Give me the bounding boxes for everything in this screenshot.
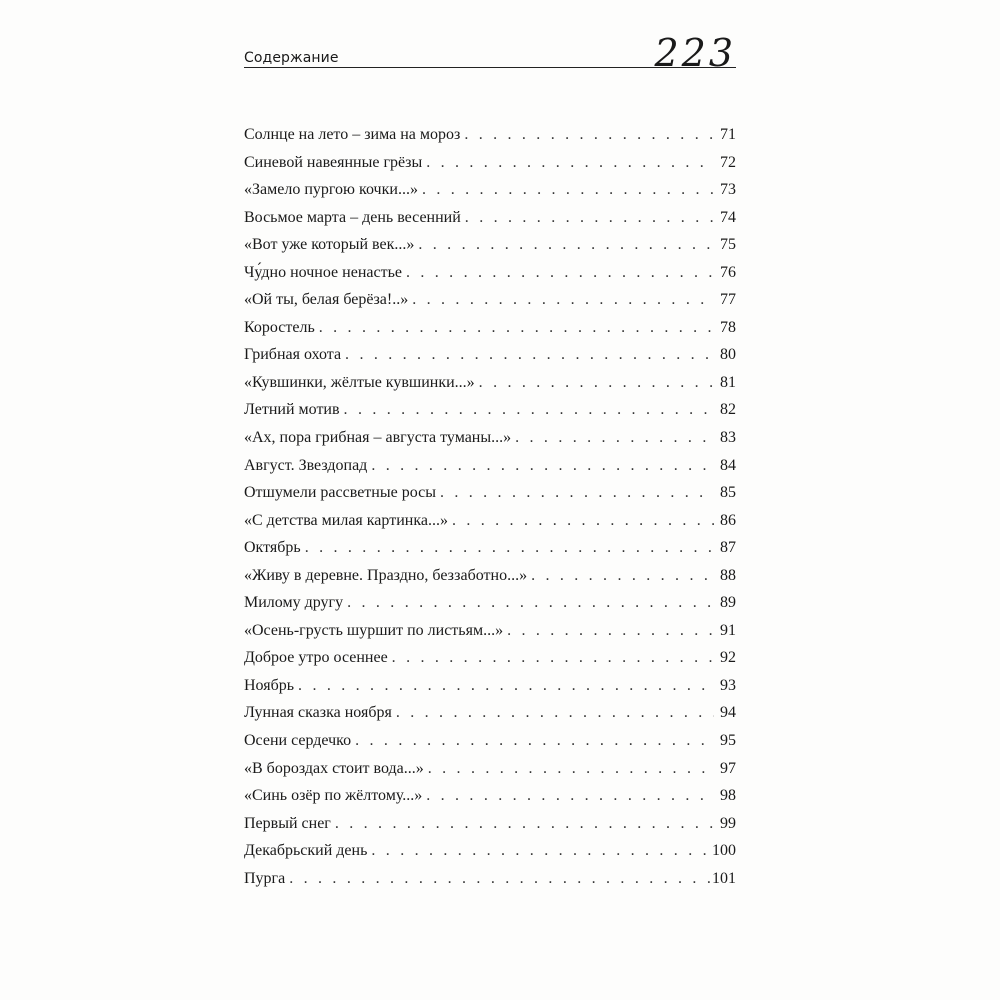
toc-entry-title: «Кувшинки, жёлтые кувшинки...» bbox=[244, 373, 475, 391]
page-number: 223 bbox=[654, 31, 736, 75]
toc-entry bbox=[244, 346, 736, 374]
dot-leader bbox=[319, 319, 714, 337]
toc-entry-title: Лунная сказка ноября bbox=[244, 704, 392, 722]
toc-entry-title: «В бороздах стоит вода...» bbox=[244, 759, 424, 777]
toc-entry bbox=[244, 760, 736, 788]
toc-entry bbox=[244, 842, 736, 870]
dot-leader bbox=[426, 154, 714, 172]
toc-entry-page: 85 bbox=[720, 484, 736, 502]
toc-entry-page: 77 bbox=[720, 291, 736, 309]
toc-entry-title: «С детства милая картинка...» bbox=[244, 511, 448, 529]
toc-entry bbox=[244, 594, 736, 622]
toc-entry-page: 78 bbox=[720, 318, 736, 336]
dot-leader bbox=[422, 181, 714, 199]
toc-entry bbox=[244, 181, 736, 209]
header-divider bbox=[244, 67, 736, 68]
dot-leader bbox=[305, 539, 714, 557]
dot-leader bbox=[371, 457, 714, 475]
toc-entry-title: Октябрь bbox=[244, 539, 301, 557]
toc-entry-page: 97 bbox=[720, 759, 736, 777]
toc-entry-page: 76 bbox=[720, 263, 736, 281]
dot-leader bbox=[289, 870, 710, 888]
dot-leader bbox=[345, 346, 714, 364]
toc-entry bbox=[244, 429, 736, 457]
toc-entry-title: Солнце на лето – зима на мороз bbox=[244, 126, 461, 143]
toc-entry-title: «Замело пургою кочки...» bbox=[244, 181, 418, 199]
toc-entry-title: Август. Звездопад bbox=[244, 456, 368, 474]
dot-leader bbox=[531, 567, 714, 585]
toc-entry bbox=[244, 649, 736, 677]
dot-leader bbox=[344, 401, 714, 419]
toc-entry bbox=[244, 870, 736, 898]
toc-entry-page: 98 bbox=[720, 787, 736, 805]
toc-entry-page: 87 bbox=[720, 539, 736, 557]
toc-entry-title: Осени сердечко bbox=[244, 732, 352, 750]
toc-entry-title: Первый снег bbox=[244, 814, 331, 832]
dot-leader bbox=[507, 622, 714, 640]
toc-entry-page: 95 bbox=[720, 732, 736, 750]
toc-entry-title: Милому другу bbox=[244, 594, 344, 612]
toc-entry bbox=[244, 622, 736, 650]
toc-entry-page: 72 bbox=[720, 153, 736, 171]
dot-leader bbox=[464, 126, 714, 144]
toc-entry-page: 92 bbox=[720, 649, 736, 667]
toc-entry-title: «Ой ты, белая берёза!..» bbox=[244, 291, 409, 309]
toc-entry bbox=[244, 264, 736, 292]
toc-entry-page: 94 bbox=[720, 704, 736, 722]
toc-entry-page: 86 bbox=[720, 511, 736, 529]
dot-leader bbox=[465, 209, 714, 227]
toc-entry-page: 88 bbox=[720, 566, 736, 584]
dot-leader bbox=[412, 291, 714, 309]
toc-entry bbox=[244, 209, 736, 237]
toc-entry-title: Грибная охота bbox=[244, 346, 342, 364]
toc-entry-title: «Осень-грусть шуршит по листьям...» bbox=[244, 621, 504, 639]
toc-entry-title: Восьмое марта – день весенний bbox=[244, 208, 461, 226]
dot-leader bbox=[440, 484, 714, 502]
dot-leader bbox=[452, 512, 714, 530]
toc-entry-title: «Живу в деревне. Праздно, беззаботно...» bbox=[244, 566, 528, 584]
toc-entry bbox=[244, 732, 736, 760]
toc-entry bbox=[244, 236, 736, 264]
toc-entry bbox=[244, 677, 736, 705]
toc-entry-page: 81 bbox=[720, 373, 736, 391]
dot-leader bbox=[298, 677, 714, 695]
toc-entry-page: 80 bbox=[720, 346, 736, 364]
toc-entry-page: 83 bbox=[720, 429, 736, 447]
toc-entry-title: Декабрьский день bbox=[244, 842, 368, 860]
toc-entry-title: Летний мотив bbox=[244, 401, 340, 419]
dot-leader bbox=[515, 429, 714, 447]
dot-leader bbox=[347, 594, 714, 612]
toc-entry-page: 99 bbox=[720, 814, 736, 832]
toc-entry-page: 91 bbox=[720, 621, 736, 639]
dot-leader bbox=[479, 374, 714, 392]
dot-leader bbox=[426, 787, 714, 805]
toc-entry bbox=[244, 787, 736, 815]
toc-entry bbox=[244, 704, 736, 732]
toc-entry bbox=[244, 291, 736, 319]
toc-entry bbox=[244, 484, 736, 512]
toc-entry bbox=[244, 401, 736, 429]
toc-entry-title: Доброе утро осеннее bbox=[244, 649, 388, 667]
toc-entry-title: Чу́дно ночное ненастье bbox=[244, 263, 402, 281]
running-header bbox=[244, 22, 736, 75]
toc-entry-page: 71 bbox=[720, 126, 736, 143]
toc-entry bbox=[244, 126, 736, 154]
toc-entry bbox=[244, 457, 736, 485]
header-title: Содержание bbox=[244, 50, 339, 66]
dot-leader bbox=[428, 760, 714, 778]
toc-entry-page: 100 bbox=[712, 842, 736, 860]
dot-leader bbox=[371, 842, 710, 860]
toc-entry-page: 74 bbox=[720, 208, 736, 226]
table-of-contents bbox=[244, 126, 736, 897]
dot-leader bbox=[392, 649, 714, 667]
toc-entry-page: 73 bbox=[720, 181, 736, 199]
toc-entry-title: Ноябрь bbox=[244, 676, 295, 694]
toc-entry-title: Коростель bbox=[244, 318, 315, 336]
toc-entry-page: 75 bbox=[720, 236, 736, 254]
toc-entry-page: 101 bbox=[712, 869, 736, 887]
toc-entry-title: «Синь озёр по жёлтому...» bbox=[244, 787, 423, 805]
toc-entry bbox=[244, 815, 736, 843]
toc-entry-title: «Ах, пора грибная – августа туманы...» bbox=[244, 429, 512, 447]
dot-leader bbox=[406, 264, 714, 282]
toc-entry bbox=[244, 567, 736, 595]
toc-entry bbox=[244, 512, 736, 540]
toc-entry-title: Отшумели рассветные росы bbox=[244, 484, 436, 502]
toc-entry-page: 89 bbox=[720, 594, 736, 612]
toc-entry-title: «Вот уже который век...» bbox=[244, 236, 415, 254]
toc-entry-title: Пурга bbox=[244, 869, 286, 887]
toc-entry bbox=[244, 319, 736, 347]
dot-leader bbox=[396, 704, 714, 722]
toc-entry bbox=[244, 539, 736, 567]
toc-entry-page: 84 bbox=[720, 456, 736, 474]
dot-leader bbox=[335, 815, 714, 833]
toc-entry-title: Синевой навеянные грёзы bbox=[244, 153, 423, 171]
toc-entry bbox=[244, 154, 736, 182]
toc-entry bbox=[244, 374, 736, 402]
toc-entry-page: 82 bbox=[720, 401, 736, 419]
toc-entry-page: 93 bbox=[720, 676, 736, 694]
dot-leader bbox=[355, 732, 714, 750]
dot-leader bbox=[418, 236, 714, 254]
